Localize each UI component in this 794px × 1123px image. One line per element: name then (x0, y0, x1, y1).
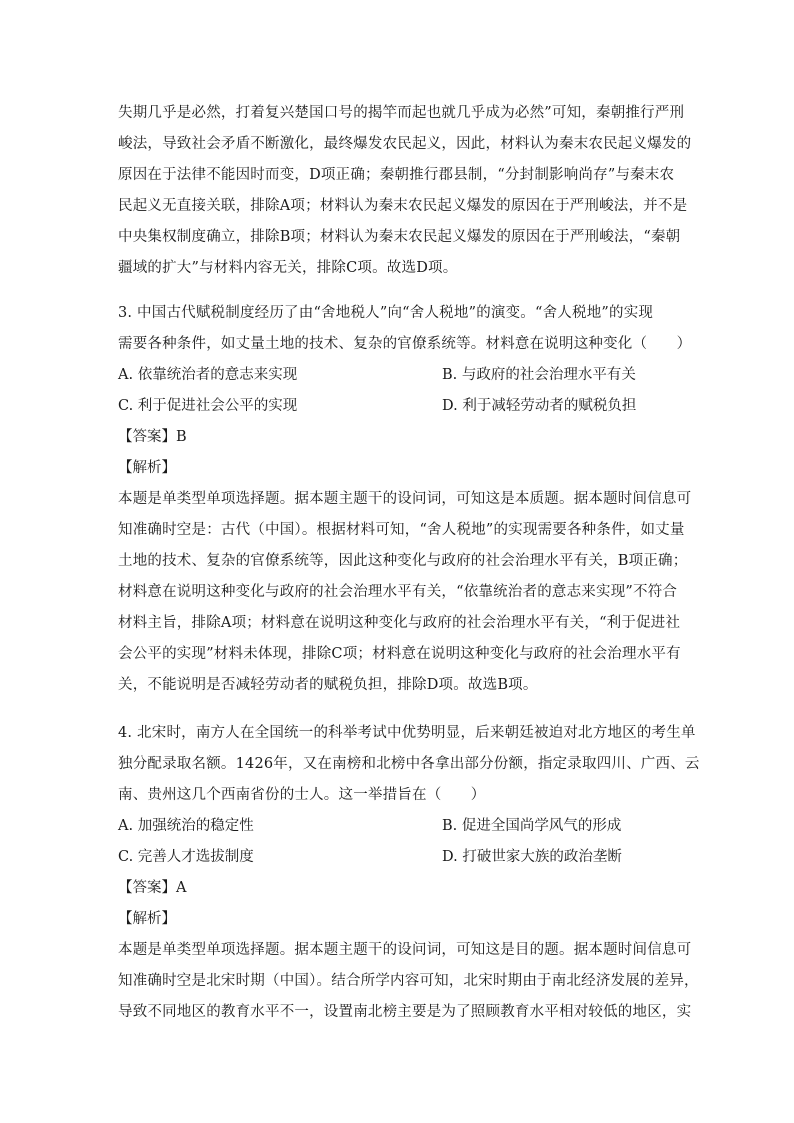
option-b: B. 促进全国尚学风气的形成 (442, 818, 622, 834)
analysis-line: 关，不能说明是否减轻劳动者的赋税负担，排除D项。故选B项。 (118, 677, 538, 693)
option-c: C. 利于促进社会公平的实现 (118, 398, 298, 414)
paragraph-line: 原因在于法律不能因时而变，D项正确；秦朝推行郡县制，“分封制影响尚存”与秦末农 (118, 167, 675, 183)
option-b: B. 与政府的社会治理水平有关 (442, 367, 636, 383)
analysis-line: 知准确时空是：古代（中国）。根据材料可知，“舍人税地”的实现需要各种条件，如丈量 (118, 522, 685, 538)
question-stem-line: 4. 北宋时，南方人在全国统一的科举考试中优势明显，后来朝廷被迫对北方地区的考生单 (118, 725, 696, 741)
question-3 (118, 298, 692, 701)
question-stem-line: 独分配录取名额。1426年，又在南榜和北榜中各拿出部分份额，指定录取四川、广西、云 (118, 756, 700, 772)
option-a: A. 加强统治的稳定性 (118, 818, 254, 834)
q2-analysis-continuation (118, 98, 692, 284)
option-row (118, 360, 678, 391)
analysis-label: 【解析】 (118, 460, 176, 476)
analysis-line: 本题是单类型单项选择题。据本题主题干的设问词，可知这是目的题。据本题时间信息可 (118, 942, 692, 958)
paragraph-line: 失期几乎是必然，打着复兴楚国口号的揭竿而起也就几乎成为必然”可知，秦朝推行严刑 (118, 105, 685, 121)
analysis-label: 【解析】 (118, 911, 176, 927)
analysis-line: 知准确时空是北宋时期（中国）。结合所学内容可知，北宋时期由于南北经济发展的差异， (118, 973, 699, 989)
question-4 (118, 718, 700, 1028)
question-stem-line: 需要各种条件，如丈量土地的技术、复杂的官僚系统等。材料意在说明这种变化（ ） (118, 336, 692, 352)
option-d: D. 打破世家大族的政治垄断 (442, 849, 622, 865)
question-stem-line: 南、贵州这几个西南省份的士人。这一举措旨在（ ） (118, 787, 486, 803)
analysis-line: 会公平的实现”材料未体现，排除C项；材料意在说明这种变化与政府的社会治理水平有 (118, 646, 681, 662)
option-row (118, 811, 678, 842)
option-row (118, 391, 678, 422)
analysis-line: 导致不同地区的教育水平不一，设置南北榜主要是为了照顾教育水平相对较低的地区，实 (118, 1004, 692, 1020)
answer-label: 【答案】B (118, 429, 187, 445)
question-stem-line: 3. 中国古代赋税制度经历了由“舍地税人”向“舍人税地”的演变。“舍人税地”的实现 (118, 305, 654, 321)
analysis-line: 土地的技术、复杂的官僚系统等，因此这种变化与政府的社会治理水平有关，B项正确； (118, 553, 688, 569)
paragraph-line: 中央集权制度确立，排除B项；材料认为秦末农民起义爆发的原因在于严刑峻法，“秦朝 (118, 229, 681, 245)
option-d: D. 利于减轻劳动者的赋税负担 (442, 398, 637, 414)
paragraph-line: 民起义无直接关联，排除A项；材料认为秦末农民起义爆发的原因在于严刑峻法，并不是 (118, 198, 688, 214)
analysis-line: 材料主旨，排除A项；材料意在说明这种变化与政府的社会治理水平有关，“利于促进社 (118, 615, 681, 631)
analysis-line: 本题是单类型单项选择题。据本题主题干的设问词，可知这是本质题。据本题时间信息可 (118, 491, 692, 507)
option-row (118, 842, 678, 873)
paragraph-line: 疆域的扩大”与材料内容无关，排除C项。故选D项。 (118, 260, 458, 276)
paragraph-line: 峻法，导致社会矛盾不断激化，最终爆发农民起义，因此，材料认为秦末农民起义爆发的 (118, 136, 692, 152)
analysis-line: 材料意在说明这种变化与政府的社会治理水平有关，“依靠统治者的意志来实现”不符合 (118, 584, 678, 600)
option-a: A. 依靠统治者的意志来实现 (118, 367, 298, 383)
option-c: C. 完善人才选拔制度 (118, 849, 254, 865)
answer-label: 【答案】A (118, 880, 187, 896)
